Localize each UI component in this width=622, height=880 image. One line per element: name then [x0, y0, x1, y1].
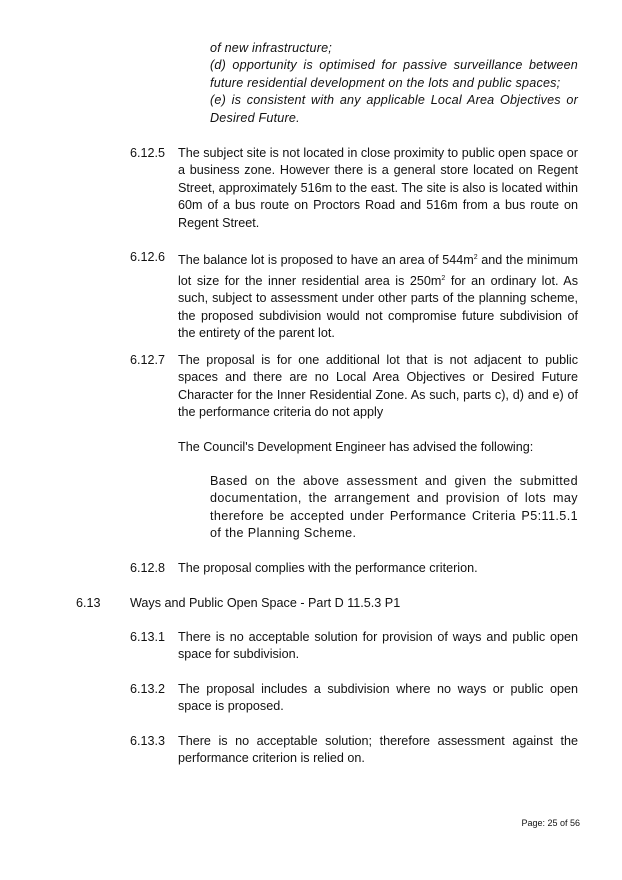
criteria-quote [210, 40, 578, 127]
superscript: 2 [473, 254, 478, 261]
paragraph-6-12-6 [130, 249, 578, 342]
paragraph-number: 6.13.1 [130, 630, 166, 644]
paragraph-number: 6.12.8 [130, 561, 166, 575]
paragraph-text: There is no acceptable solution for provision of ways and public open space for subdivision. [178, 630, 578, 662]
quote-line: (d) opportunity is optimised for passive surveillance between future residential development on the lots and public spaces; [210, 58, 578, 90]
paragraph-text [178, 249, 578, 342]
text-part: and the minimum lot size for the inner residential area is 250m [178, 253, 579, 288]
paragraph-number: 6.13.3 [130, 734, 166, 748]
paragraph-number: 6.13.2 [130, 682, 166, 696]
paragraph-6-13-2 [130, 681, 578, 716]
paragraph-text: The proposal includes a subdivision where no ways or public open space is proposed. [178, 682, 578, 714]
paragraph-text: The proposal is for one additional lot that is not adjacent to public spaces and there are no Local Area Objectives or Desired Future Character for the Inner Residential Zone. As such, parts c), d) and e) of the performance criteria do not apply [178, 353, 578, 420]
paragraph-text: There is no acceptable solution; therefore assessment against the performance criterion is relied on. [178, 734, 578, 766]
engineer-quote: Based on the above assessment and given the submitted documentation, the arrangement and provision of lots may therefore be accepted under Performance Criteria P5:11.5.1 of the Planning Scheme. [210, 474, 578, 541]
paragraph-text: The subject site is not located in close proximity to public open space or a business zone. However there is a general store located on Regent Street, approximately 516m to the east. The site is also is located within 60m of a bus route on Proctors Road and 516m from a bus route on Regent Street. [178, 146, 578, 230]
page-number-footer: Page: 25 of 56 [521, 818, 580, 828]
paragraph-number: 6.12.7 [130, 353, 166, 367]
text-part: The balance lot is proposed to have an area of 544m [178, 253, 474, 268]
paragraph-number: 6.12.5 [130, 146, 166, 160]
engineer-intro: The Council's Development Engineer has advised the following: [178, 440, 534, 454]
paragraph-text: The proposal complies with the performance criterion. [178, 561, 478, 575]
paragraph-6-13-3 [130, 733, 578, 768]
paragraph-6-12-5 [130, 145, 578, 232]
quote-line: (e) is consistent with any applicable Local Area Objectives or Desired Future. [210, 93, 578, 125]
quote-line: of new infrastructure; [210, 41, 332, 55]
section-heading [76, 595, 578, 612]
paragraph-6-12-8 [130, 560, 578, 577]
text-part: for an ordinary lot. As such, subject to assessment under other parts of the planning scheme, the proposed subdivision would not compromise future subdivision of the entirety of the parent lot. [178, 273, 578, 340]
paragraph-6-13-1 [130, 629, 578, 664]
superscript: 2 [441, 274, 446, 282]
paragraph-number: 6.12.6 [130, 250, 166, 264]
paragraph-6-12-7 [130, 352, 578, 422]
section-title: Ways and Public Open Space - Part D 11.5.3 P1 [130, 596, 401, 610]
section-number: 6.13 [76, 596, 101, 610]
